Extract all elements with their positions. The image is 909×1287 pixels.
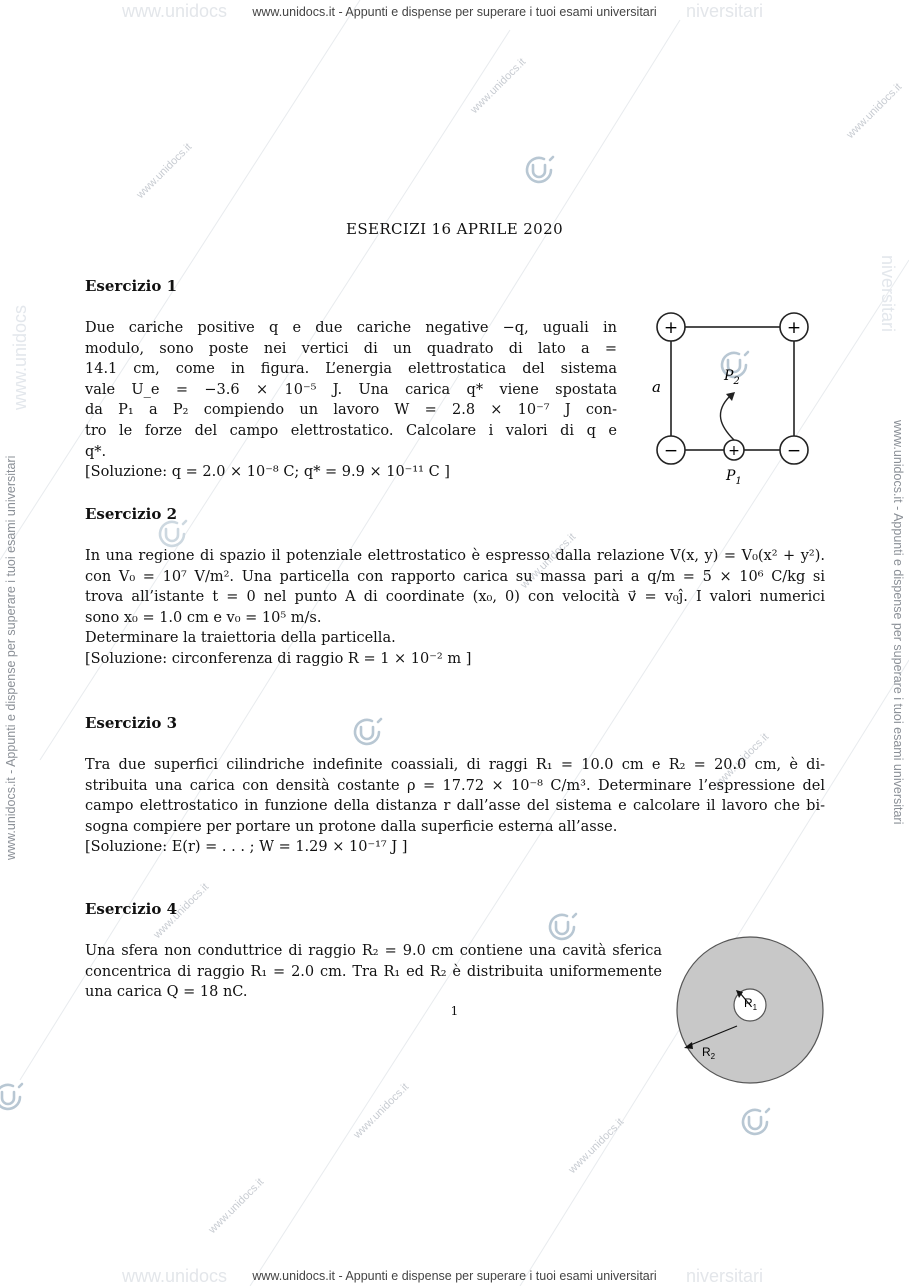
watermark-site-text: www.unidocs.it bbox=[711, 731, 772, 791]
text-line: Tra due superfici cilindriche indefinite coassiali, di raggi R₁ = 10.0 cm e R₂ = 20.0 cm, è di- bbox=[85, 757, 825, 773]
text-line: q*. bbox=[85, 443, 107, 460]
text-line: In una regione di spazio il potenziale elettrostatico è espresso dalla relazione V(x, y) = V₀(x² + y²). bbox=[85, 548, 825, 564]
exercise-2-text bbox=[85, 546, 825, 670]
exercise-1-text bbox=[85, 318, 617, 483]
ghost-watermark-left-bottom: www.unidocs bbox=[122, 1266, 228, 1286]
exercise-2-heading: Esercizio 2 bbox=[85, 505, 178, 523]
unidocs-logo-icon bbox=[733, 1100, 777, 1144]
solution-line: [Soluzione: E(r) = . . . ; W = 1.29 × 10⁻¹⁷ J ] bbox=[85, 839, 408, 856]
watermark-side-right: www.unidocs.it - Appunti e dispense per superare i tuoi esami universitari bbox=[891, 420, 905, 825]
watermark-site-text: www.unidocs.it bbox=[206, 1176, 267, 1236]
watermark-site-text: www.unidocs.it bbox=[468, 56, 529, 116]
label-p1: $P_1$ bbox=[726, 468, 742, 487]
unidocs-logo-icon bbox=[517, 148, 561, 192]
exercise-3-text bbox=[85, 755, 825, 858]
charge-minus-bottom-right bbox=[780, 436, 808, 464]
text-line: con V₀ = 10⁷ V/m². Una particella con rapporto carica su massa pari a q/m = 5 × 10⁶ C/kg si bbox=[85, 568, 825, 585]
text-line: 14.1 cm, come in figura. L’energia elettrostatica del sistema bbox=[85, 361, 617, 378]
charge-plus-top-right bbox=[780, 313, 808, 341]
label-r1: $R_1$ bbox=[744, 996, 758, 1012]
watermark-side-left: www.unidocs.it - Appunti e dispense per superare i tuoi esami universitari bbox=[4, 455, 18, 860]
page-number: 1 bbox=[450, 1004, 459, 1018]
watermark-site-text: www.unidocs.it bbox=[566, 1116, 627, 1176]
watermark-site-text: www.unidocs.it bbox=[518, 531, 579, 591]
path-arrow bbox=[720, 396, 734, 440]
text-line: modulo, sono poste nei vertici di un quadrato di lato a = bbox=[85, 340, 617, 357]
exercise-4-heading: Esercizio 4 bbox=[85, 900, 178, 918]
exercise-4-text bbox=[85, 941, 662, 1003]
ghost-watermark-left: www.unidocs bbox=[122, 1, 228, 21]
watermark-banner-bottom: www.unidocs.it - Appunti e dispense per superare i tuoi esami universitari bbox=[252, 1269, 657, 1283]
text-line: trova all’istante t = 0 nel punto A di coordinate (x₀, 0) con velocità v⃗ = v₀ĵ. I valori numerici bbox=[85, 589, 825, 606]
solution-line: [Soluzione: q = 2.0 × 10⁻⁸ C; q* = 9.9 × 10⁻¹¹ C ] bbox=[85, 464, 450, 481]
svg-text:+: + bbox=[786, 318, 802, 338]
charge-minus-bottom-left bbox=[657, 436, 685, 464]
svg-text:+: + bbox=[728, 443, 740, 459]
charge-plus-top-left bbox=[657, 313, 685, 341]
side-label-a: a bbox=[652, 378, 661, 396]
svg-text:−: − bbox=[786, 441, 802, 461]
unidocs-logo-icon bbox=[0, 1075, 30, 1119]
text-line: sono x₀ = 1.0 cm e v₀ = 10⁵ m/s. bbox=[85, 609, 322, 626]
test-charge-p1 bbox=[724, 440, 744, 460]
ghost-watermark-right-bottom: niversitari bbox=[686, 1266, 764, 1286]
text-line: concentrica di raggio R₁ = 2.0 cm. Tra R₁ ed R₂ è distribuita uniformemente bbox=[85, 963, 662, 980]
label-r2: $R_2$ bbox=[702, 1045, 716, 1061]
square-outline bbox=[671, 327, 794, 450]
text-line: campo elettrostatico in funzione della distanza r dall’asse del sistema e calcolare il lavoro che bi- bbox=[85, 798, 825, 815]
svg-text:+: + bbox=[663, 318, 679, 338]
label-p2: $P_2$ bbox=[724, 368, 740, 387]
ghost-watermark-right: niversitari bbox=[686, 1, 764, 21]
ghost-side-right: niversitari bbox=[878, 255, 898, 333]
ghost-side-left: www.unidocs bbox=[10, 304, 30, 410]
exercise-3-heading: Esercizio 3 bbox=[85, 714, 178, 732]
text-line: da P₁ a P₂ compiendo un lavoro W = 2.8 × 10⁻⁷ J con- bbox=[85, 402, 617, 419]
watermark-banner-top: www.unidocs.it - Appunti e dispense per superare i tuoi esami universitari bbox=[252, 5, 657, 19]
watermark-site-text: www.unidocs.it bbox=[151, 881, 212, 941]
watermark-site-text: www.unidocs.it bbox=[134, 141, 195, 201]
square-charges-figure bbox=[640, 308, 820, 488]
text-line: una carica Q = 18 nC. bbox=[85, 984, 248, 1001]
watermark-site-text: www.unidocs.it bbox=[844, 81, 905, 141]
text-line: vale U_e = −3.6 × 10⁻⁵ J. Una carica q* viene spostata bbox=[85, 381, 617, 398]
text-line: Una sfera non conduttrice di raggio R₂ = 9.0 cm contiene una cavità sferica bbox=[85, 943, 662, 959]
text-line: Determinare la traiettoria della particella. bbox=[85, 630, 396, 647]
text-line: tro le forze del campo elettrostatico. Calcolare i valori di q e bbox=[85, 422, 617, 439]
text-line: stribuita una carica con densità costante ρ = 17.72 × 10⁻⁸ C/m³. Determinare l’espressione del bbox=[85, 777, 825, 794]
text-line: sogna compiere per portare un protone dalla superficie esterna all’asse. bbox=[85, 818, 618, 835]
solution-line: [Soluzione: circonferenza di raggio R = 1 × 10⁻² m ] bbox=[85, 650, 472, 667]
page-title: ESERCIZI 16 APRILE 2020 bbox=[345, 220, 564, 238]
svg-text:−: − bbox=[663, 441, 679, 461]
unidocs-logo-icon bbox=[345, 710, 389, 754]
exercise-1-heading: Esercizio 1 bbox=[85, 277, 178, 295]
text-line: Due cariche positive q e due cariche negative −q, uguali in bbox=[85, 320, 617, 336]
watermark-site-text: www.unidocs.it bbox=[351, 1081, 412, 1141]
